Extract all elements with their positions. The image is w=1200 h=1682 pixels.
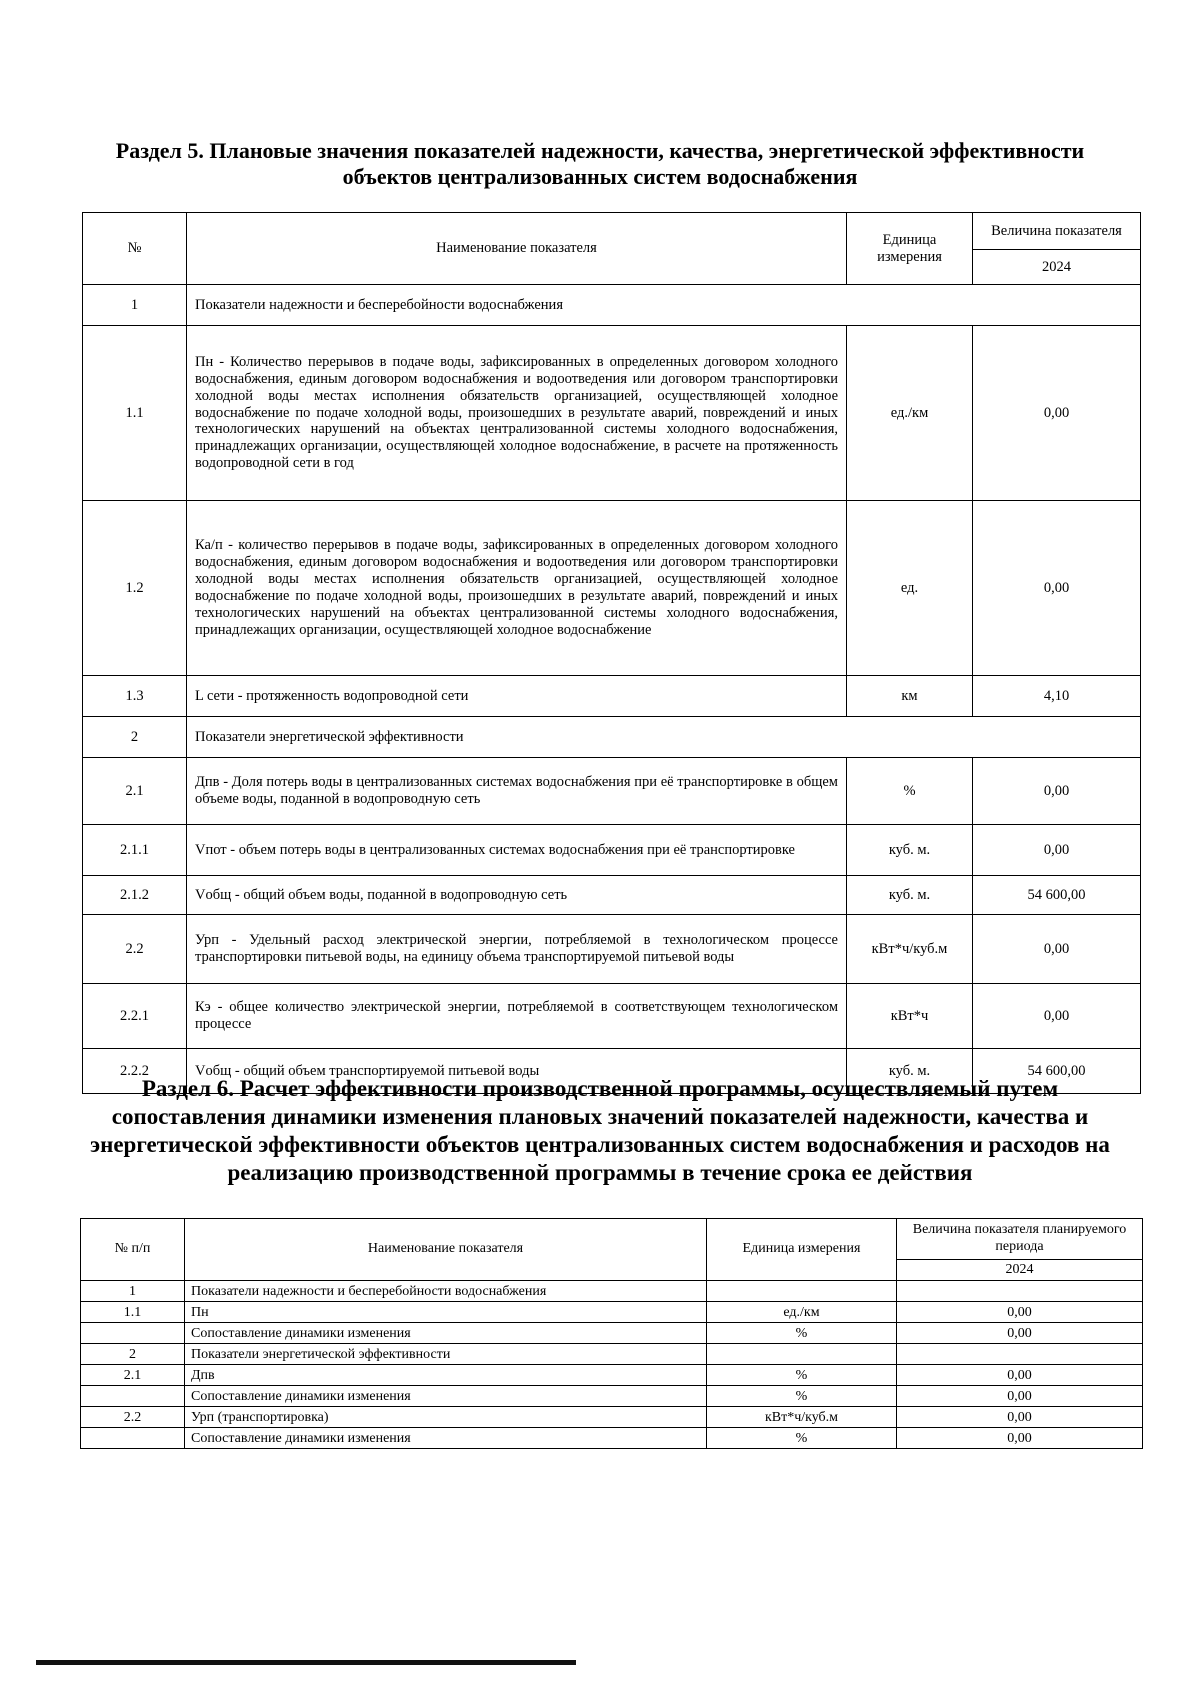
section5-title-line2: объектов централизованных систем водоснабжения	[342, 164, 858, 190]
header-value: Величина показателя планируемого периода	[897, 1219, 1143, 1260]
header-year: 2024	[973, 250, 1141, 285]
table-row	[83, 676, 1141, 717]
row-number: 1.1	[83, 326, 187, 501]
row-number	[81, 1323, 185, 1344]
row-name: Пн - Количество перерывов в подаче воды, зафиксированных в определенных договором холодного водоснабжения, единым договором водоснабжения и водоотведения или договором транспортировки холодной воды местах исполнения обязательств организацией, осуществляющей холодное водоснабжение по подаче холодной воды, произошедших в результате аварий, повреждений и иных технологических нарушений на объектах централизованной системы холодного водоснабжения, принадлежащих организации, осуществляющей холодное водоснабжение, в расчете на протяженность водопроводной сети в год	[187, 326, 847, 501]
row-value: 54 600,00	[973, 876, 1141, 915]
row-section-name: Показатели энергетической эффективности	[187, 717, 1141, 758]
section5-title-line1: Раздел 5. Плановые значения показателей надежности, качества, энергетической эффективности	[115, 138, 1085, 163]
row-unit: куб. м.	[847, 825, 973, 876]
header-value: Величина показателя	[973, 213, 1141, 250]
table-row	[81, 1386, 1143, 1407]
row-name: Урп - Удельный расход электрической энергии, потребляемой в технологическом процессе транспортировки питьевой воды, на единицу объема транспортируемой питьевой воды	[187, 915, 847, 984]
row-number: 1	[81, 1281, 185, 1302]
row-value	[897, 1281, 1143, 1302]
row-number: 1.2	[83, 501, 187, 676]
table-row	[83, 717, 1141, 758]
table-row	[83, 501, 1141, 676]
row-unit: кВт*ч/куб.м	[707, 1407, 897, 1428]
row-name: Vобщ - общий объем транспортируемой питьевой воды	[187, 1049, 847, 1094]
table-row	[83, 984, 1141, 1049]
section6-title	[60, 1075, 1140, 1187]
row-number: 2.1.1	[83, 825, 187, 876]
table-row	[83, 876, 1141, 915]
row-number: 2.2	[81, 1407, 185, 1428]
header-no: № п/п	[81, 1219, 185, 1281]
bottom-scan-line	[36, 1660, 576, 1665]
row-value: 0,00	[897, 1365, 1143, 1386]
table-row	[83, 326, 1141, 501]
section6-title-line1: Раздел 6. Расчет эффективности производственной программы, осуществляемый путем	[141, 1076, 1059, 1101]
row-number: 2.1	[83, 758, 187, 825]
row-value: 0,00	[973, 984, 1141, 1049]
row-number: 2.1.2	[83, 876, 187, 915]
row-number: 2.2.2	[83, 1049, 187, 1094]
row-number	[81, 1428, 185, 1449]
row-value: 0,00	[897, 1407, 1143, 1428]
row-name: Сопоставление динамики изменения	[185, 1323, 707, 1344]
row-unit	[707, 1281, 897, 1302]
row-unit: кВт*ч	[847, 984, 973, 1049]
row-unit: ед.	[847, 501, 973, 676]
table-row	[83, 758, 1141, 825]
row-value: 0,00	[973, 915, 1141, 984]
row-unit: км	[847, 676, 973, 717]
row-unit: %	[707, 1428, 897, 1449]
row-number: 2	[83, 717, 187, 758]
row-number: 1	[83, 285, 187, 326]
header-unit: Единица измерения	[707, 1219, 897, 1281]
table-row	[83, 285, 1141, 326]
row-unit: куб. м.	[847, 1049, 973, 1094]
table-row	[81, 1302, 1143, 1323]
row-name: Дпв - Доля потерь воды в централизованных системах водоснабжения при её транспортировке в общем объеме воды, поданной в водопроводную сеть	[187, 758, 847, 825]
row-name: Vобщ - общий объем воды, поданной в водопроводную сеть	[187, 876, 847, 915]
row-value: 0,00	[973, 501, 1141, 676]
table-row	[81, 1407, 1143, 1428]
row-unit: ед./км	[707, 1302, 897, 1323]
row-number: 1.3	[83, 676, 187, 717]
table-row	[81, 1428, 1143, 1449]
row-value: 0,00	[973, 758, 1141, 825]
table-row	[81, 1365, 1143, 1386]
table-header-row	[81, 1219, 1143, 1260]
row-number: 2	[81, 1344, 185, 1365]
row-number: 1.1	[81, 1302, 185, 1323]
header-name: Наименование показателя	[185, 1219, 707, 1281]
row-name: Ка/п - количество перерывов в подаче воды, зафиксированных в определенных договором холодного водоснабжения, единым договором водоснабжения и водоотведения или договором транспортировки холодной воды местах исполнения обязательств организацией, осуществляющей холодное водоснабжение по подаче холодной воды, произошедших в результате аварий, повреждений и иных технологических нарушений на объектах централизованной системы холодного водоснабжения, принадлежащих организации, осуществляющей холодное водоснабжение	[187, 501, 847, 676]
row-number: 2.2	[83, 915, 187, 984]
row-name: Показатели надежности и бесперебойности водоснабжения	[185, 1281, 707, 1302]
header-year: 2024	[897, 1260, 1143, 1281]
row-section-name: Показатели надежности и бесперебойности водоснабжения	[187, 285, 1141, 326]
row-unit: %	[707, 1365, 897, 1386]
row-value: 0,00	[897, 1302, 1143, 1323]
row-unit: ед./км	[847, 326, 973, 501]
table-row	[83, 825, 1141, 876]
row-unit: кВт*ч/куб.м	[847, 915, 973, 984]
table-row	[81, 1344, 1143, 1365]
row-name: L сети - протяженность водопроводной сети	[187, 676, 847, 717]
row-name: Кэ - общее количество электрической энергии, потребляемой в соответствующем технологическом процессе	[187, 984, 847, 1049]
row-name: Урп (транспортировка)	[185, 1407, 707, 1428]
section6-table	[80, 1218, 1143, 1449]
section5-table	[82, 212, 1141, 1094]
row-value: 0,00	[973, 326, 1141, 501]
row-value: 0,00	[897, 1386, 1143, 1407]
header-no: №	[83, 213, 187, 285]
section6-title-line4: реализацию производственной программы в течение срока ее действия	[227, 1160, 973, 1186]
table-row	[81, 1323, 1143, 1344]
row-name: Показатели энергетической эффективности	[185, 1344, 707, 1365]
row-unit: %	[847, 758, 973, 825]
row-name: Сопоставление динамики изменения	[185, 1386, 707, 1407]
row-value: 0,00	[897, 1323, 1143, 1344]
row-unit: куб. м.	[847, 876, 973, 915]
section6-title-line3: энергетической эффективности объектов централизованных систем водоснабжения и расходов на	[90, 1132, 1110, 1158]
row-unit: %	[707, 1323, 897, 1344]
row-number	[81, 1386, 185, 1407]
row-name: Дпв	[185, 1365, 707, 1386]
section5-title	[60, 138, 1140, 191]
section6-title-line2: сопоставления динамики изменения плановых значений показателей надежности, качества и	[111, 1104, 1089, 1130]
table-row	[81, 1281, 1143, 1302]
row-name: Пн	[185, 1302, 707, 1323]
row-number: 2.1	[81, 1365, 185, 1386]
row-value	[897, 1344, 1143, 1365]
row-name: Vпот - объем потерь воды в централизованных системах водоснабжения при её транспортировке	[187, 825, 847, 876]
table-row	[83, 915, 1141, 984]
row-value: 54 600,00	[973, 1049, 1141, 1094]
row-value: 0,00	[973, 825, 1141, 876]
row-number: 2.2.1	[83, 984, 187, 1049]
header-unit: Единица измерения	[847, 213, 973, 285]
row-value: 4,10	[973, 676, 1141, 717]
row-value: 0,00	[897, 1428, 1143, 1449]
row-unit	[707, 1344, 897, 1365]
header-name: Наименование показателя	[187, 213, 847, 285]
table-header-row	[83, 213, 1141, 250]
row-name: Сопоставление динамики изменения	[185, 1428, 707, 1449]
row-unit: %	[707, 1386, 897, 1407]
